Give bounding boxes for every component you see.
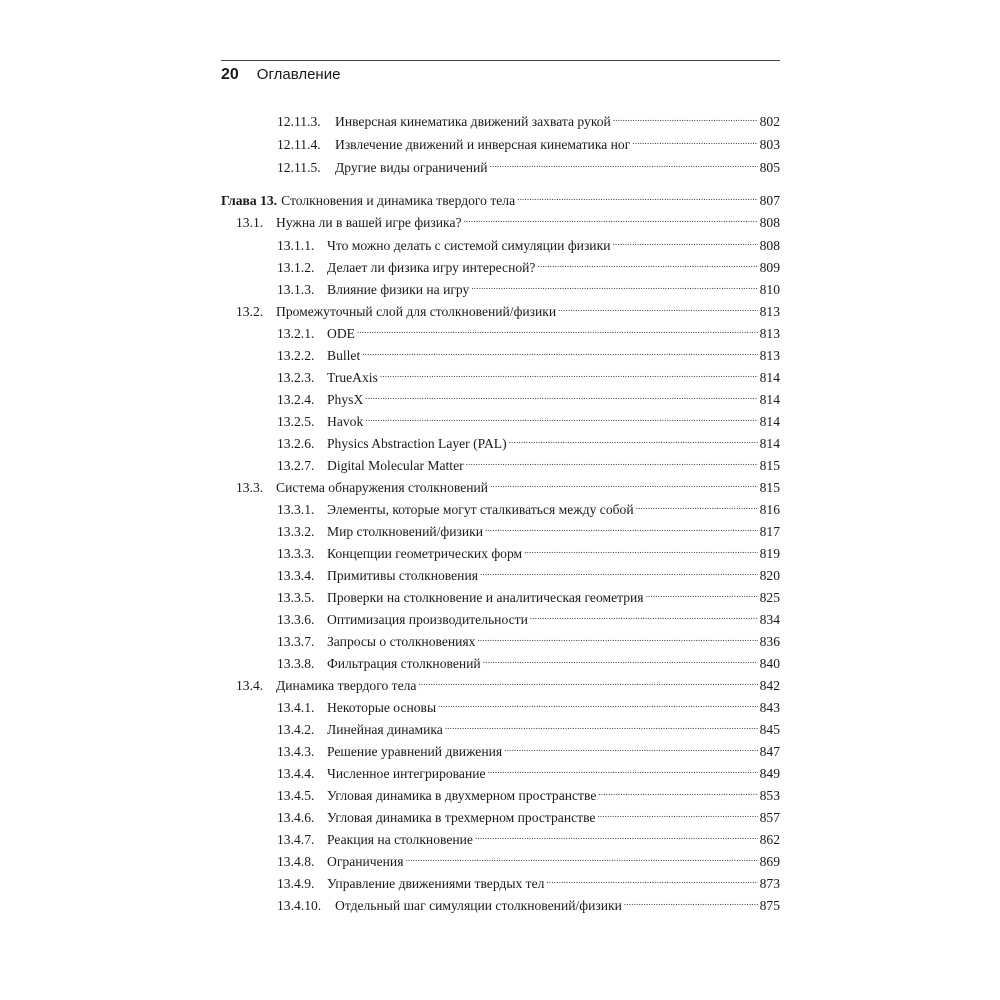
- toc-entry-number: 13.2.1.: [277, 326, 315, 341]
- dot-leader: [490, 152, 758, 172]
- toc-entry: [277, 129, 780, 152]
- toc-entry-page: 873: [759, 876, 780, 891]
- toc-entry-number: 13.4.7.: [277, 832, 315, 847]
- toc-entry: [277, 802, 780, 825]
- toc-entry-page: 803: [759, 137, 780, 152]
- toc-entry-page: 842: [759, 678, 780, 693]
- dot-leader: [632, 129, 757, 149]
- toc-entry-number: 13.2.7.: [277, 458, 315, 473]
- toc-entry-number: 13.1.3.: [277, 282, 315, 297]
- toc-entry-title: Havok: [327, 414, 364, 429]
- toc-entry-page: 845: [759, 722, 780, 737]
- toc-entry-number: 12.11.5.: [277, 160, 321, 175]
- dot-leader: [475, 824, 758, 844]
- toc-entry-number: 13.2.6.: [277, 436, 315, 451]
- dot-leader: [357, 318, 758, 338]
- toc-entry: [277, 824, 780, 847]
- toc-entry-number: 13.3.: [236, 480, 264, 495]
- toc-entry-title: TrueAxis: [327, 370, 378, 385]
- toc-entry: [277, 274, 780, 297]
- toc-entry-number: 13.4.8.: [277, 854, 315, 869]
- toc-entry-number: 13.4.2.: [277, 722, 315, 737]
- dot-leader: [646, 582, 758, 602]
- toc-section-entry: [236, 670, 780, 693]
- toc-entry-number: 13.4.5.: [277, 788, 315, 803]
- toc-entry-page: 862: [759, 832, 780, 847]
- toc-entry: [277, 648, 780, 671]
- dot-leader: [485, 516, 758, 536]
- toc-entry-title: Фильтрация столкновений: [327, 656, 481, 671]
- toc-entry-number: 13.1.1.: [277, 238, 315, 253]
- page-number: 20: [221, 66, 239, 83]
- toc-entry-number: 13.4.6.: [277, 810, 315, 825]
- toc-entry-number: 13.4.4.: [277, 766, 315, 781]
- toc-entry-title: Решение уравнений движения: [327, 744, 503, 759]
- dot-leader: [530, 604, 758, 624]
- running-head: [221, 62, 780, 88]
- toc-entry-title: Примитивы столкновения: [327, 568, 478, 583]
- toc-entry: [277, 384, 780, 407]
- toc-entry: [277, 252, 780, 275]
- toc-entry: [277, 890, 780, 913]
- toc-entry-title: Система обнаружения столкновений: [276, 480, 489, 495]
- toc-entry-page: 857: [759, 810, 780, 825]
- dot-leader: [445, 714, 758, 734]
- dot-leader: [480, 560, 758, 580]
- toc-entry: [277, 582, 780, 605]
- toc-entry-title: Некоторые основы: [327, 700, 437, 715]
- toc-entry: [277, 428, 780, 451]
- toc-entry-number: 13.2.3.: [277, 370, 315, 385]
- toc-entry-page: 808: [759, 238, 780, 253]
- toc-entry-page: 820: [759, 568, 780, 583]
- toc-entry: [277, 604, 780, 627]
- toc-entry-title: Physics Abstraction Layer (PAL): [327, 436, 507, 451]
- toc-entry-page: 843: [759, 700, 780, 715]
- toc-entry-title: Угловая динамика в трехмерном пространстве: [327, 810, 596, 825]
- toc-entry-title: Динамика твердого тела: [276, 678, 417, 693]
- toc-entry-page: 814: [759, 392, 780, 407]
- toc-entry-title: Реакция на столкновение: [327, 832, 473, 847]
- toc-entry-page: 807: [759, 193, 780, 208]
- toc-entry-title: Digital Molecular Matter: [327, 458, 464, 473]
- dot-leader: [509, 428, 758, 448]
- toc-chapter-title: Столкновения и динамика твердого тела: [281, 193, 516, 208]
- toc-entry-page: 808: [759, 215, 780, 230]
- toc-entry-title: Численное интегрирование: [327, 766, 486, 781]
- toc-entry-page: 875: [759, 898, 780, 913]
- dot-leader: [365, 384, 757, 404]
- toc-entry-number: 12.11.3.: [277, 114, 321, 129]
- dot-leader: [558, 296, 757, 316]
- dot-leader: [405, 846, 757, 866]
- toc-entry-title: Отдельный шаг симуляции столкновений/физики: [335, 898, 622, 913]
- toc-entry-number: 13.3.4.: [277, 568, 315, 583]
- toc-entry-page: 834: [759, 612, 780, 627]
- toc-entry-number: 13.3.7.: [277, 634, 315, 649]
- toc-entry: [277, 626, 780, 649]
- dot-leader: [380, 362, 758, 382]
- dot-leader: [365, 406, 757, 426]
- dot-leader: [597, 802, 757, 822]
- toc-entry-number: 13.3.6.: [277, 612, 315, 627]
- dot-leader: [624, 890, 758, 910]
- toc-entry-page: 836: [759, 634, 780, 649]
- toc-entry: [277, 340, 780, 363]
- toc-entry-title: Что можно делать с системой симуляции физики: [327, 238, 611, 253]
- toc-entry-page: 813: [759, 326, 780, 341]
- toc-entry-page: 825: [759, 590, 780, 605]
- toc-entry-page: 809: [759, 260, 780, 275]
- dot-leader: [438, 692, 758, 712]
- dot-leader: [517, 185, 757, 205]
- toc-entry-page: 805: [759, 160, 780, 175]
- toc-entry: [277, 450, 780, 473]
- toc-entry-page: 819: [759, 546, 780, 561]
- toc-entry-number: 13.2.2.: [277, 348, 315, 363]
- toc-entry-title: Концепции геометрических форм: [327, 546, 523, 561]
- toc-entry: [277, 318, 780, 341]
- dot-leader: [524, 538, 757, 558]
- toc-entry-title: Bullet: [327, 348, 361, 363]
- toc-entry-title: Делает ли физика игру интересной?: [327, 260, 536, 275]
- toc-entry-title: Влияние физики на игру: [327, 282, 470, 297]
- toc-entry: [277, 516, 780, 539]
- toc-entry-title: Мир столкновений/физики: [327, 524, 484, 539]
- toc-entry-number: 13.4.1.: [277, 700, 315, 715]
- toc-entry-number: 13.3.3.: [277, 546, 315, 561]
- toc-entry-page: 814: [759, 370, 780, 385]
- toc-entry: [277, 868, 780, 891]
- toc-entry-title: Проверки на столкновение и аналитическая геометрия: [327, 590, 644, 605]
- toc-entry-title: ODE: [327, 326, 355, 341]
- toc-entry: [277, 714, 780, 737]
- toc-entry: [277, 362, 780, 385]
- dot-leader: [477, 626, 757, 646]
- toc-entry-title: Ограничения: [327, 854, 404, 869]
- toc-entry: [277, 560, 780, 583]
- dot-leader: [464, 207, 758, 227]
- toc-entry: [277, 736, 780, 759]
- dot-leader: [612, 230, 757, 250]
- toc-entry: [277, 538, 780, 561]
- toc-section-entry: [236, 207, 780, 230]
- toc-entry: [277, 230, 780, 253]
- toc-entry-title: PhysX: [327, 392, 364, 407]
- toc-entry-page: 815: [759, 480, 780, 495]
- dot-leader: [598, 780, 757, 800]
- toc-entry-page: 810: [759, 282, 780, 297]
- toc-entry-page: 815: [759, 458, 780, 473]
- header-rule: [221, 60, 780, 61]
- toc-entry: [277, 406, 780, 429]
- toc-entry-title: Угловая динамика в двухмерном пространстве: [327, 788, 597, 803]
- toc-entry-number: 13.2.5.: [277, 414, 315, 429]
- toc-entry-page: 816: [759, 502, 780, 517]
- toc-entry-page: 802: [759, 114, 780, 129]
- toc-entry-page: 814: [759, 414, 780, 429]
- toc-entry-page: 814: [759, 436, 780, 451]
- toc-entry-number: 12.11.4.: [277, 137, 321, 152]
- toc-entry-title: Промежуточный слой для столкновений/физики: [276, 304, 557, 319]
- dot-leader: [537, 252, 757, 272]
- toc-chapter-number: Глава 13.: [221, 193, 278, 208]
- toc-entry-title: Инверсная кинематика движений захвата рукой: [335, 114, 611, 129]
- dot-leader: [636, 494, 758, 514]
- toc-entry-page: 847: [759, 744, 780, 759]
- dot-leader: [504, 736, 757, 756]
- dot-leader: [483, 648, 758, 668]
- toc-entry-title: Запросы о столкновениях: [327, 634, 476, 649]
- toc-entry-page: 813: [759, 304, 780, 319]
- toc-entry: [277, 494, 780, 517]
- toc-entry-number: 13.3.5.: [277, 590, 315, 605]
- toc-section-entry: [236, 296, 780, 319]
- toc-chapter-entry: [221, 185, 780, 208]
- toc-entry-number: 13.3.8.: [277, 656, 315, 671]
- toc-entry-title: Другие виды ограничений: [335, 160, 488, 175]
- toc-entry-number: 13.1.: [236, 215, 264, 230]
- toc-entry-number: 13.4.3.: [277, 744, 315, 759]
- toc-entry: [277, 692, 780, 715]
- toc-entry-number: 13.3.2.: [277, 524, 315, 539]
- dot-leader: [466, 450, 758, 470]
- toc-entry-page: 813: [759, 348, 780, 363]
- toc-entry-number: 13.1.2.: [277, 260, 315, 275]
- toc-entry-page: 869: [759, 854, 780, 869]
- toc-entry-title: Нужна ли в вашей игре физика?: [276, 215, 462, 230]
- toc-entry-title: Управление движениями твердых тел: [327, 876, 545, 891]
- toc-entry-title: Элементы, которые могут сталкиваться между собой: [327, 502, 634, 517]
- dot-leader: [488, 758, 758, 778]
- toc-section-entry: [236, 472, 780, 495]
- toc-entry-page: 817: [759, 524, 780, 539]
- running-head-title: Оглавление: [256, 66, 341, 83]
- toc-entry-page: 849: [759, 766, 780, 781]
- dot-leader: [613, 106, 758, 126]
- toc-entry: [277, 780, 780, 803]
- toc-entry-title: Оптимизация производительности: [327, 612, 528, 627]
- toc-entry-page: 840: [759, 656, 780, 671]
- dot-leader: [471, 274, 757, 294]
- toc-entry-number: 13.2.4.: [277, 392, 315, 407]
- dot-leader: [362, 340, 757, 360]
- dot-leader: [490, 472, 758, 492]
- toc-entry-title: Извлечение движений и инверсная кинематика ног: [335, 137, 631, 152]
- dot-leader: [418, 670, 757, 690]
- dot-leader: [546, 868, 757, 888]
- toc-entry: [277, 152, 780, 175]
- toc-entry-number: 13.4.9.: [277, 876, 315, 891]
- toc-entry: [277, 106, 780, 129]
- toc-entry-number: 13.4.: [236, 678, 264, 693]
- toc-entry: [277, 846, 780, 869]
- toc-entry-number: 13.4.10.: [277, 898, 322, 913]
- toc-entry-number: 13.3.1.: [277, 502, 315, 517]
- toc-entry-title: Линейная динамика: [327, 722, 443, 737]
- toc-entry-number: 13.2.: [236, 304, 264, 319]
- toc-entry-page: 853: [759, 788, 780, 803]
- toc-entry: [277, 758, 780, 781]
